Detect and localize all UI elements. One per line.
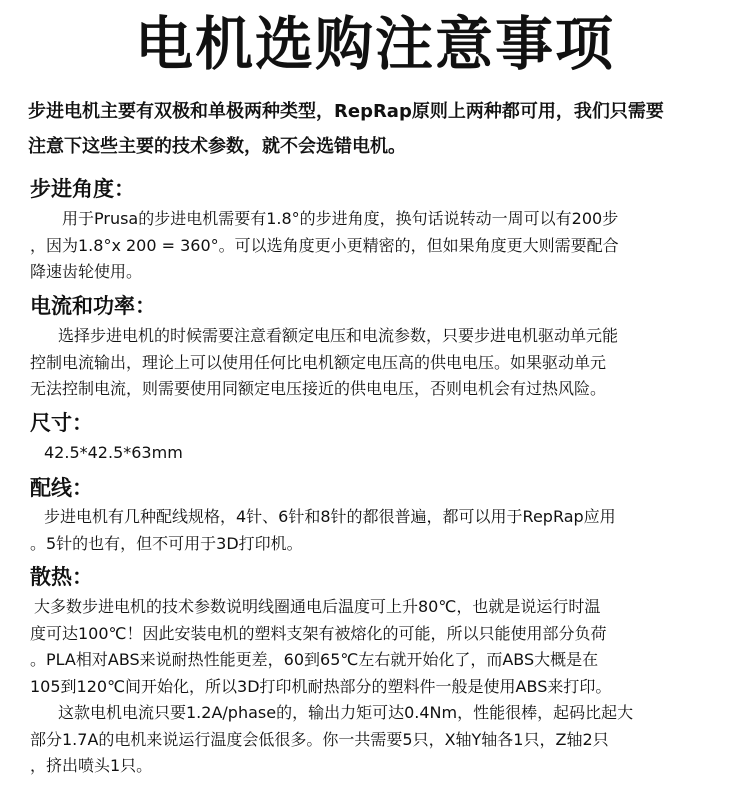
body-line: 105到120℃间开始化，所以3D打印机耐热部分的塑料件一般是使用ABS来打印。 (30, 676, 612, 696)
body-line: 度可达100℃！因此安装电机的塑料支架有被熔化的可能，所以只能使用部分负荷 (30, 623, 607, 643)
body-line: 控制电流输出，理论上可以使用任何比电机额定电压高的供电电压。如果驱动单元 (30, 352, 607, 372)
section-body-current-power (30, 323, 730, 403)
section-heading-size: 尺寸： (30, 411, 93, 435)
body-line: ，因为1.8°x 200 = 360°。可以选角度更小更精密的，但如果角度更大则需要配合 (30, 235, 619, 255)
intro-paragraph (28, 94, 728, 164)
section-body-size (30, 440, 730, 467)
body-line: 无法控制电流，则需要使用同额定电压接近的供电电压，否则电机会有过热风险。 (30, 379, 607, 398)
body-line: 大多数步进电机的技术参数说明线圈通电后温度可上升80℃，也就是说运行时温 (34, 597, 601, 616)
section-body-wiring (30, 504, 730, 557)
section-body-step-angle (30, 206, 730, 286)
section-body-cooling (30, 594, 730, 780)
intro-line: 注意下这些主要的技术参数，就不会选错电机。 (28, 136, 406, 157)
body-line: 。5针的也有，但不可用于3D打印机。 (30, 533, 303, 553)
body-line: 步进电机有几种配线规格，4针、6针和8针的都很普遍，都可以用于RepRap应用 (44, 507, 616, 526)
intro-line: 步进电机主要有双极和单极两种类型，RepRap原则上两种都可用，我们只需要 (28, 101, 664, 122)
body-line: 降速齿轮使用。 (30, 262, 143, 281)
body-line: ，挤出喷头1只。 (30, 756, 153, 775)
body-line: 。PLA相对ABS来说耐热性能更差，60到65℃左右就开始化了，而ABS大概是在 (30, 650, 599, 669)
section-heading-step-angle: 步进角度： (30, 177, 135, 201)
section-heading-current-power: 电流和功率： (30, 294, 156, 318)
body-line: 42.5*42.5*63mm (44, 443, 183, 462)
body-line: 选择步进电机的时候需要注意看额定电压和电流参数，只要步进电机驱动单元能 (58, 326, 619, 345)
section-heading-wiring: 配线： (30, 476, 93, 500)
page-title: 电机选购注意事项 (134, 10, 615, 78)
body-line: 用于Prusa的步进电机需要有1.8°的步进角度，换句话说转动一周可以有200步 (62, 209, 619, 228)
section-heading-cooling: 散热： (30, 565, 93, 589)
body-line: 这款电机电流只要1.2A/phase的，输出力矩可达0.4Nm，性能很棒，起码比起大 (58, 703, 634, 722)
body-line: 部分1.7A的电机来说运行温度会低很多。你一共需要5只，X轴Y轴各1只，Z轴2只 (30, 729, 609, 749)
